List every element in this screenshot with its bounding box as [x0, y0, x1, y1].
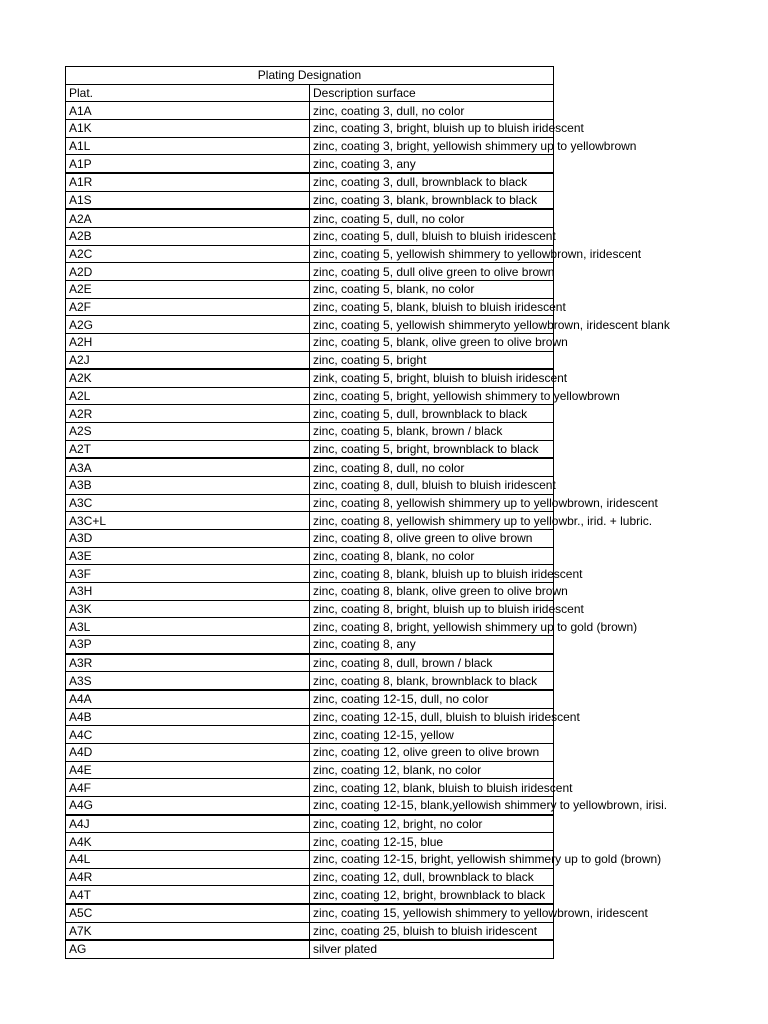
plating-code-cell: A2C	[66, 245, 310, 263]
description-cell: zinc, coating 5, yellowish shimmery to yellowbrown, iridescent	[310, 245, 554, 263]
description-cell: zinc, coating 8, yellowish shimmery up to yellowbrown, iridescent	[310, 494, 554, 512]
table-row	[66, 868, 554, 886]
description-cell: zinc, coating 8, dull, brown / black	[310, 654, 554, 672]
plating-code-cell: A2E	[66, 280, 310, 298]
table-row	[66, 530, 554, 548]
plating-code-cell: A1P	[66, 155, 310, 173]
description-cell: zinc, coating 5, yellowish shimmeryto yellowbrown, iridescent blank	[310, 316, 554, 334]
plating-code-cell: A5C	[66, 904, 310, 922]
table-row	[66, 654, 554, 672]
plating-code-cell: A2S	[66, 423, 310, 441]
plating-code-cell: AG	[66, 940, 310, 958]
description-cell: zinc, coating 8, bright, yellowish shimmery up to gold (brown)	[310, 618, 554, 636]
description-cell: zinc, coating 5, blank, bluish to bluish iridescent	[310, 298, 554, 316]
description-cell: zinc, coating 8, any	[310, 636, 554, 654]
description-cell: zinc, coating 12-15, blank,yellowish shimmery to yellowbrown, irisi.	[310, 796, 554, 814]
description-cell: zinc, coating 5, blank, olive green to olive brown	[310, 333, 554, 351]
header-plat: Plat.	[66, 84, 310, 102]
description-cell: zinc, coating 12, bright, brownblack to black	[310, 886, 554, 904]
plating-code-cell: A2K	[66, 369, 310, 387]
plating-code-cell: A4E	[66, 761, 310, 779]
plating-code-cell: A3H	[66, 583, 310, 601]
plating-code-cell: A1S	[66, 191, 310, 209]
plating-code-cell: A4C	[66, 726, 310, 744]
description-cell: zinc, coating 3, bright, yellowish shimmery up to yellowbrown	[310, 137, 554, 155]
description-cell: zinc, coating 12, olive green to olive brown	[310, 743, 554, 761]
plating-code-cell: A3C+L	[66, 512, 310, 530]
plating-code-cell: A1R	[66, 173, 310, 191]
plating-code-cell: A4B	[66, 708, 310, 726]
description-cell: zinc, coating 8, blank, brownblack to black	[310, 672, 554, 690]
description-cell: zinc, coating 5, dull, bluish to bluish iridescent	[310, 227, 554, 245]
table-row	[66, 815, 554, 833]
plating-code-cell: A4F	[66, 779, 310, 797]
table-row	[66, 477, 554, 495]
table-row	[66, 922, 554, 940]
description-cell: zinc, coating 3, any	[310, 155, 554, 173]
plating-table	[65, 66, 670, 959]
table-row	[66, 423, 554, 441]
table-row	[66, 512, 554, 530]
table-row	[66, 227, 554, 245]
table-row	[66, 298, 554, 316]
description-cell: zinc, coating 8, bright, bluish up to bluish iridescent	[310, 600, 554, 618]
description-cell: zinc, coating 5, dull olive green to olive brown	[310, 263, 554, 281]
table-row	[66, 102, 554, 120]
description-cell: zinc, coating 5, dull, brownblack to black	[310, 405, 554, 423]
description-cell: zinc, coating 12, blank, no color	[310, 761, 554, 779]
plating-code-cell: A2H	[66, 333, 310, 351]
table-row	[66, 726, 554, 744]
plating-code-cell: A3P	[66, 636, 310, 654]
table-row	[66, 405, 554, 423]
description-cell: zinc, coating 8, dull, bluish to bluish iridescent	[310, 477, 554, 495]
description-cell: zinc, coating 8, blank, olive green to olive brown	[310, 583, 554, 601]
plating-code-cell: A2A	[66, 209, 310, 227]
table-row	[66, 850, 554, 868]
table-row	[66, 440, 554, 458]
plating-code-cell: A3B	[66, 477, 310, 495]
plating-code-cell: A2J	[66, 351, 310, 369]
table-row	[66, 565, 554, 583]
description-cell: zinc, coating 8, blank, no color	[310, 547, 554, 565]
table-row	[66, 761, 554, 779]
table-row	[66, 494, 554, 512]
table-row	[66, 351, 554, 369]
table-row	[66, 119, 554, 137]
plating-code-cell: A1L	[66, 137, 310, 155]
table-row	[66, 690, 554, 708]
description-cell: zinc, coating 12, dull, brownblack to black	[310, 868, 554, 886]
description-cell: zinc, coating 8, dull, no color	[310, 458, 554, 476]
table-row	[66, 245, 554, 263]
description-cell: zinc, coating 25, bluish to bluish iridescent	[310, 922, 554, 940]
plating-code-cell: A2T	[66, 440, 310, 458]
plating-code-cell: A2F	[66, 298, 310, 316]
table-row	[66, 904, 554, 922]
description-cell: zinc, coating 12, bright, no color	[310, 815, 554, 833]
plating-code-cell: A3R	[66, 654, 310, 672]
table-row	[66, 796, 554, 814]
description-cell: zinc, coating 5, blank, brown / black	[310, 423, 554, 441]
description-cell: zinc, coating 3, bright, bluish up to bluish iridescent	[310, 119, 554, 137]
plating-code-cell: A4R	[66, 868, 310, 886]
plating-code-cell: A3S	[66, 672, 310, 690]
description-cell: zinc, coating 5, bright	[310, 351, 554, 369]
description-cell: zinc, coating 8, olive green to olive brown	[310, 530, 554, 548]
table-row	[66, 137, 554, 155]
table-row	[66, 280, 554, 298]
table-row	[66, 263, 554, 281]
plating-designation-document	[65, 66, 670, 959]
plating-code-cell: A4K	[66, 833, 310, 851]
plating-code-cell: A3A	[66, 458, 310, 476]
description-cell: zinc, coating 12-15, dull, no color	[310, 690, 554, 708]
table-row	[66, 333, 554, 351]
description-cell: zinc, coating 12-15, dull, bluish to bluish iridescent	[310, 708, 554, 726]
plating-code-cell: A3F	[66, 565, 310, 583]
plating-code-cell: A3D	[66, 530, 310, 548]
description-cell: zinc, coating 3, blank, brownblack to black	[310, 191, 554, 209]
table-row	[66, 316, 554, 334]
description-cell: zinc, coating 15, yellowish shimmery to yellowbrown, iridescent	[310, 904, 554, 922]
table-row	[66, 387, 554, 405]
table-row	[66, 672, 554, 690]
plating-code-cell: A4A	[66, 690, 310, 708]
plating-code-cell: A3L	[66, 618, 310, 636]
header-description: Description surface	[310, 84, 554, 102]
plating-code-cell: A2D	[66, 263, 310, 281]
table-row	[66, 209, 554, 227]
plating-code-cell: A1A	[66, 102, 310, 120]
table-row	[66, 708, 554, 726]
plating-code-cell: A3C	[66, 494, 310, 512]
description-cell: zinc, coating 8, yellowish shimmery up to yellowbr., irid. + lubric.	[310, 512, 554, 530]
table-row	[66, 547, 554, 565]
description-cell: zink, coating 5, bright, bluish to bluish iridescent	[310, 369, 554, 387]
description-cell: zinc, coating 8, blank, bluish up to bluish iridescent	[310, 565, 554, 583]
plating-code-cell: A4G	[66, 796, 310, 814]
header-row	[66, 84, 554, 102]
plating-code-cell: A4J	[66, 815, 310, 833]
table-row	[66, 779, 554, 797]
table-row	[66, 369, 554, 387]
plating-code-cell: A1K	[66, 119, 310, 137]
description-cell: zinc, coating 12-15, bright, yellowish shimmery up to gold (brown)	[310, 850, 554, 868]
table-row	[66, 618, 554, 636]
plating-code-cell: A2R	[66, 405, 310, 423]
plating-code-cell: A2B	[66, 227, 310, 245]
description-cell: zinc, coating 5, bright, yellowish shimmery to yellowbrown	[310, 387, 554, 405]
plating-code-cell: A3E	[66, 547, 310, 565]
plating-code-cell: A4L	[66, 850, 310, 868]
description-cell: silver plated	[310, 940, 554, 958]
description-cell: zinc, coating 5, dull, no color	[310, 209, 554, 227]
plating-code-cell: A2G	[66, 316, 310, 334]
description-cell: zinc, coating 3, dull, no color	[310, 102, 554, 120]
table-row	[66, 173, 554, 191]
plating-code-cell: A4D	[66, 743, 310, 761]
description-cell: zinc, coating 5, bright, brownblack to black	[310, 440, 554, 458]
table-row	[66, 191, 554, 209]
description-cell: zinc, coating 12-15, blue	[310, 833, 554, 851]
description-cell: zinc, coating 12, blank, bluish to bluish iridescent	[310, 779, 554, 797]
table-row	[66, 743, 554, 761]
plating-code-cell: A2L	[66, 387, 310, 405]
title-row	[66, 67, 554, 85]
table-title: Plating Designation	[66, 67, 554, 85]
table-row	[66, 636, 554, 654]
description-cell: zinc, coating 12-15, yellow	[310, 726, 554, 744]
table-row	[66, 583, 554, 601]
table-row	[66, 940, 554, 958]
plating-code-cell: A3K	[66, 600, 310, 618]
plating-code-cell: A7K	[66, 922, 310, 940]
table-row	[66, 600, 554, 618]
table-row	[66, 458, 554, 476]
plating-code-cell: A4T	[66, 886, 310, 904]
description-cell: zinc, coating 5, blank, no color	[310, 280, 554, 298]
table-row	[66, 155, 554, 173]
table-row	[66, 886, 554, 904]
table-row	[66, 833, 554, 851]
description-cell: zinc, coating 3, dull, brownblack to black	[310, 173, 554, 191]
